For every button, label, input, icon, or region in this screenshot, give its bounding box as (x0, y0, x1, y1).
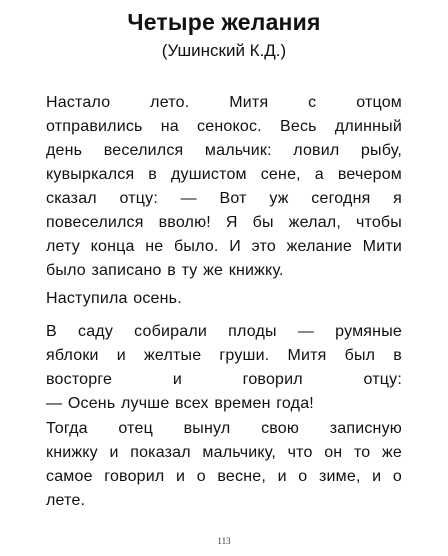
text-line: самое говорил и о весне, и о зиме, и о (46, 468, 402, 485)
text-line: день веселился мальчик: ловил рыбу, (46, 142, 402, 159)
paragraph-notebook (46, 417, 402, 513)
text-line: Настало лето. Митя с отцом (46, 94, 402, 111)
text-line: книжку и показал мальчику, что он то же (46, 444, 402, 461)
story-author: (Ушинский К.Д.) (161, 41, 287, 60)
text-line: повеселился вволю! Я бы желал, чтобы (46, 214, 402, 231)
text-line: было записано в ту же книжку. (46, 262, 284, 279)
text-line: лету конца не было. И это желание Мити (46, 238, 402, 255)
paragraph-autumn-start (46, 287, 402, 311)
page-number: 113 (217, 536, 231, 546)
text-line: отправились на сенокос. Весь длинный (46, 118, 402, 135)
text-line: Тогда отец вынул свою записную (46, 420, 402, 437)
text-line: Наступила осень. (46, 290, 182, 307)
text-line: лете. (46, 492, 86, 509)
text-line: кувыркался в душистом сене, а вечером (46, 166, 402, 183)
text-line: восторге и говорил отцу: (46, 371, 402, 388)
text-line: — Осень лучше всех времен года! (46, 395, 314, 412)
paragraph-summer (46, 91, 402, 283)
paragraph-garden (46, 320, 402, 416)
story-title: Четыре желания (127, 9, 321, 35)
text-line: В саду собирали плоды — румяные (46, 323, 402, 340)
text-line: сказал отцу: — Вот уж сегодня я (46, 190, 402, 207)
text-line: яблоки и желтые груши. Митя был в (46, 347, 402, 364)
